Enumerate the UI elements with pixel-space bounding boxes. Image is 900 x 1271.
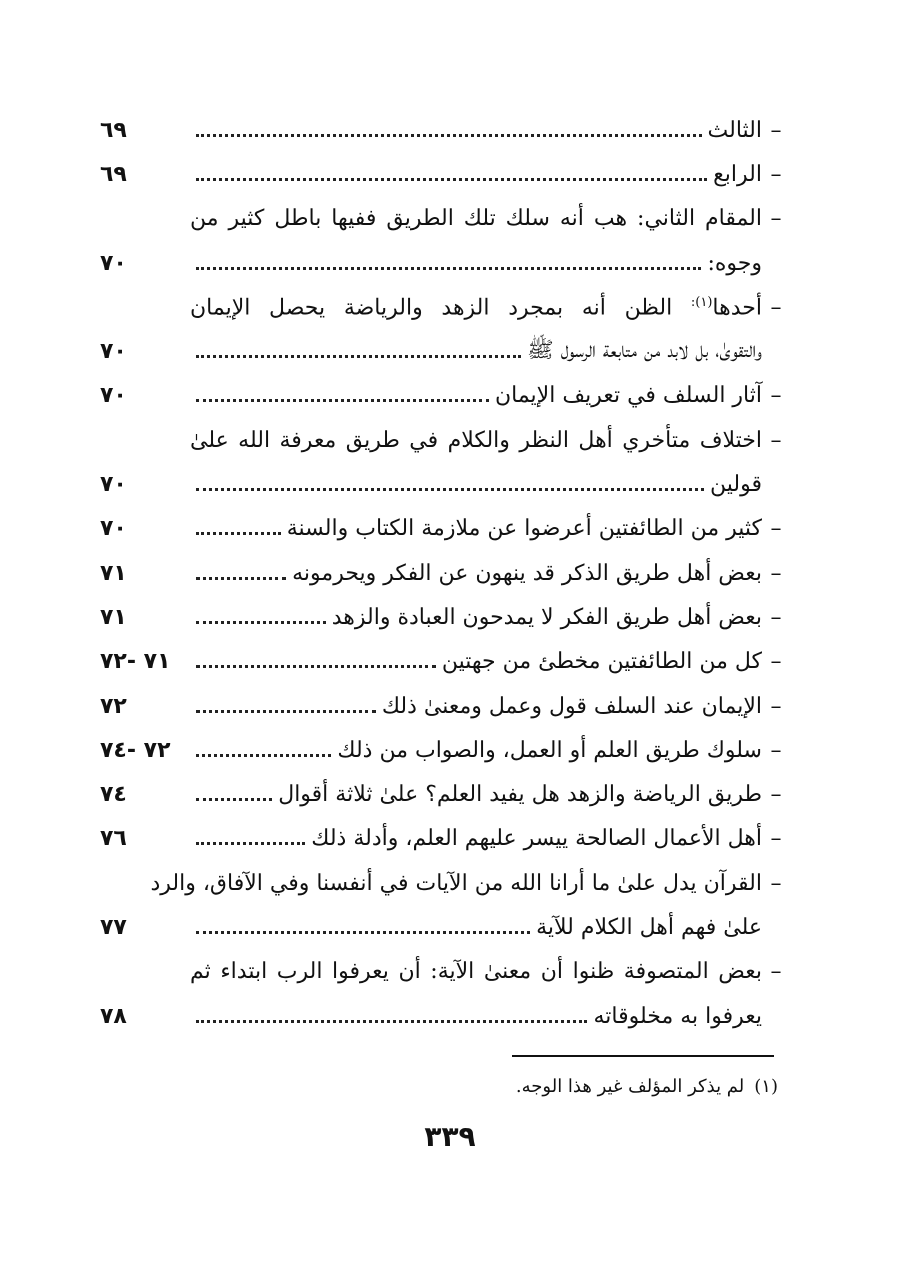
toc-entry-text: اختلاف متأخري أهل النظر والكلام في طريق معرفة الله علىٰ bbox=[190, 427, 762, 453]
toc-entry-text: وجوه: bbox=[707, 250, 762, 276]
toc-line bbox=[100, 772, 790, 816]
leader-dots bbox=[196, 116, 702, 137]
toc-line bbox=[100, 374, 790, 418]
toc-line bbox=[100, 640, 790, 684]
bullet-dash: – bbox=[770, 649, 782, 675]
toc-entry-text: علىٰ فهم أهل الكلام للآية bbox=[536, 914, 762, 940]
toc-entry-rest: الظن أنه بمجرد الزهد والرياضة يحصل الإيمان bbox=[190, 295, 673, 320]
bullet-dash: – bbox=[770, 737, 782, 763]
toc-line bbox=[100, 817, 790, 861]
leader-dots bbox=[196, 736, 331, 757]
leader-dots bbox=[196, 381, 489, 402]
toc-entry-head: أحدها bbox=[712, 295, 762, 320]
leader-dots bbox=[196, 514, 281, 535]
bullet-dash: – bbox=[770, 206, 782, 232]
bullet-dash: – bbox=[770, 693, 782, 719]
footnote-mark: (١) bbox=[754, 1076, 778, 1097]
toc-page-number: ٧٤ bbox=[100, 782, 127, 808]
toc-page-number: ٧١ bbox=[100, 604, 127, 630]
toc-page-number: ٧٠ bbox=[100, 472, 127, 498]
toc-line bbox=[100, 241, 790, 285]
bullet-dash: – bbox=[770, 560, 782, 586]
toc-entry-text: سلوك طريق العلم أو العمل، والصواب من ذلك bbox=[337, 737, 762, 763]
bullet-dash: – bbox=[770, 161, 782, 187]
leader-dots bbox=[196, 824, 305, 845]
toc-entry-text: بعض المتصوفة ظنوا أن معنىٰ الآية: أن يعرفوا الرب ابتداء ثم bbox=[190, 959, 762, 985]
leader-dots bbox=[196, 470, 704, 491]
bullet-dash: – bbox=[770, 294, 782, 320]
toc-page-number: ٦٩ bbox=[100, 117, 127, 143]
toc-entry-text: أهل الأعمال الصالحة ييسر عليهم العلم، وأدلة ذلك bbox=[311, 826, 762, 852]
toc-page-number: ٧٢ bbox=[100, 693, 127, 719]
bullet-dash: – bbox=[770, 870, 782, 896]
footnote-reference: (١): bbox=[690, 294, 713, 310]
toc-line bbox=[100, 418, 790, 462]
toc-entry-text: آثار السلف في تعريف الإيمان bbox=[494, 383, 762, 409]
toc-page-number: ٦٩ bbox=[100, 161, 127, 187]
toc-entry-text: الإيمان عند السلف قول وعمل ومعنىٰ ذلك bbox=[381, 693, 762, 719]
leader-dots bbox=[196, 1002, 587, 1023]
leader-dots bbox=[196, 559, 286, 580]
leader-dots bbox=[196, 913, 530, 934]
toc-line bbox=[100, 728, 790, 772]
toc-line bbox=[100, 994, 790, 1038]
bullet-dash: – bbox=[770, 826, 782, 852]
footnote-text: لم يذكر المؤلف غير هذا الوجه. bbox=[515, 1076, 745, 1097]
bullet-dash: – bbox=[770, 959, 782, 985]
toc-line bbox=[100, 595, 790, 639]
toc-line bbox=[100, 950, 790, 994]
table-of-contents bbox=[100, 108, 790, 1038]
toc-entry-text: كثير من الطائفتين أعرضوا عن ملازمة الكتاب والسنة bbox=[286, 516, 762, 542]
toc-line bbox=[100, 285, 790, 329]
toc-page-number: ٧٧ bbox=[100, 914, 127, 940]
bullet-dash: – bbox=[770, 604, 782, 630]
bullet-dash: – bbox=[770, 516, 782, 542]
leader-dots bbox=[196, 337, 521, 358]
leader-dots bbox=[196, 647, 436, 668]
toc-entry-text: كل من الطائفتين مخطئ من جهتين bbox=[441, 649, 762, 675]
toc-line bbox=[100, 152, 790, 196]
toc-entry-text: يعرفوا به مخلوقاته bbox=[593, 1003, 762, 1029]
toc-page-number: ٧٦ bbox=[100, 826, 127, 852]
toc-line bbox=[100, 197, 790, 241]
toc-page-number: ٧٢ -٧٤ bbox=[100, 737, 171, 763]
bullet-dash: – bbox=[770, 117, 782, 143]
toc-page-number: ٧٠ bbox=[100, 516, 127, 542]
toc-line bbox=[100, 905, 790, 949]
toc-line bbox=[100, 329, 790, 373]
bullet-dash: – bbox=[770, 383, 782, 409]
leader-dots bbox=[196, 692, 376, 713]
toc-entry-text: بعض أهل طريق الذكر قد ينهون عن الفكر ويحرمونه bbox=[292, 560, 762, 586]
footnote-separator bbox=[512, 1055, 774, 1057]
toc-line bbox=[100, 462, 790, 506]
toc-page-number: ٧٠ bbox=[100, 339, 127, 365]
toc-line bbox=[100, 551, 790, 595]
leader-dots bbox=[196, 780, 272, 801]
bullet-dash: – bbox=[770, 782, 782, 808]
toc-entry-text: المقام الثاني: هب أنه سلك تلك الطريق ففيها باطل كثير من bbox=[190, 206, 762, 232]
toc-line bbox=[100, 507, 790, 551]
toc-line bbox=[100, 684, 790, 728]
toc-entry-text bbox=[190, 295, 762, 320]
toc-line bbox=[100, 861, 790, 905]
footnote bbox=[516, 1076, 778, 1097]
toc-entry-text: والتقوىٰ، بل لابد من متابعة الرسول ﷺ bbox=[527, 337, 762, 363]
toc-entry-text: القرآن يدل علىٰ ما أرانا الله من الآيات في أنفسنا وفي الآفاق، والرد bbox=[150, 870, 762, 896]
toc-page-number: ٧٨ bbox=[100, 1003, 127, 1029]
leader-dots bbox=[196, 603, 326, 624]
toc-page-number: ٧٠ bbox=[100, 250, 127, 276]
leader-dots bbox=[196, 249, 701, 270]
bullet-dash: – bbox=[770, 427, 782, 453]
toc-entry-text: طريق الرياضة والزهد هل يفيد العلم؟ علىٰ ثلاثة أقوال bbox=[278, 782, 762, 808]
toc-entry-text: الثالث bbox=[707, 117, 762, 143]
page-number: ٣٣٩ bbox=[424, 1120, 476, 1153]
toc-page-number: ٧٠ bbox=[100, 383, 127, 409]
leader-dots bbox=[196, 160, 707, 181]
toc-page-number: ٧١ bbox=[100, 560, 127, 586]
toc-entry-text: بعض أهل طريق الفكر لا يمدحون العبادة والزهد bbox=[331, 604, 762, 630]
toc-line bbox=[100, 108, 790, 152]
toc-entry-text: الرابع bbox=[713, 161, 762, 187]
toc-entry-text: قولين bbox=[710, 472, 762, 498]
toc-page-number: ٧١ -٧٢ bbox=[100, 649, 171, 675]
